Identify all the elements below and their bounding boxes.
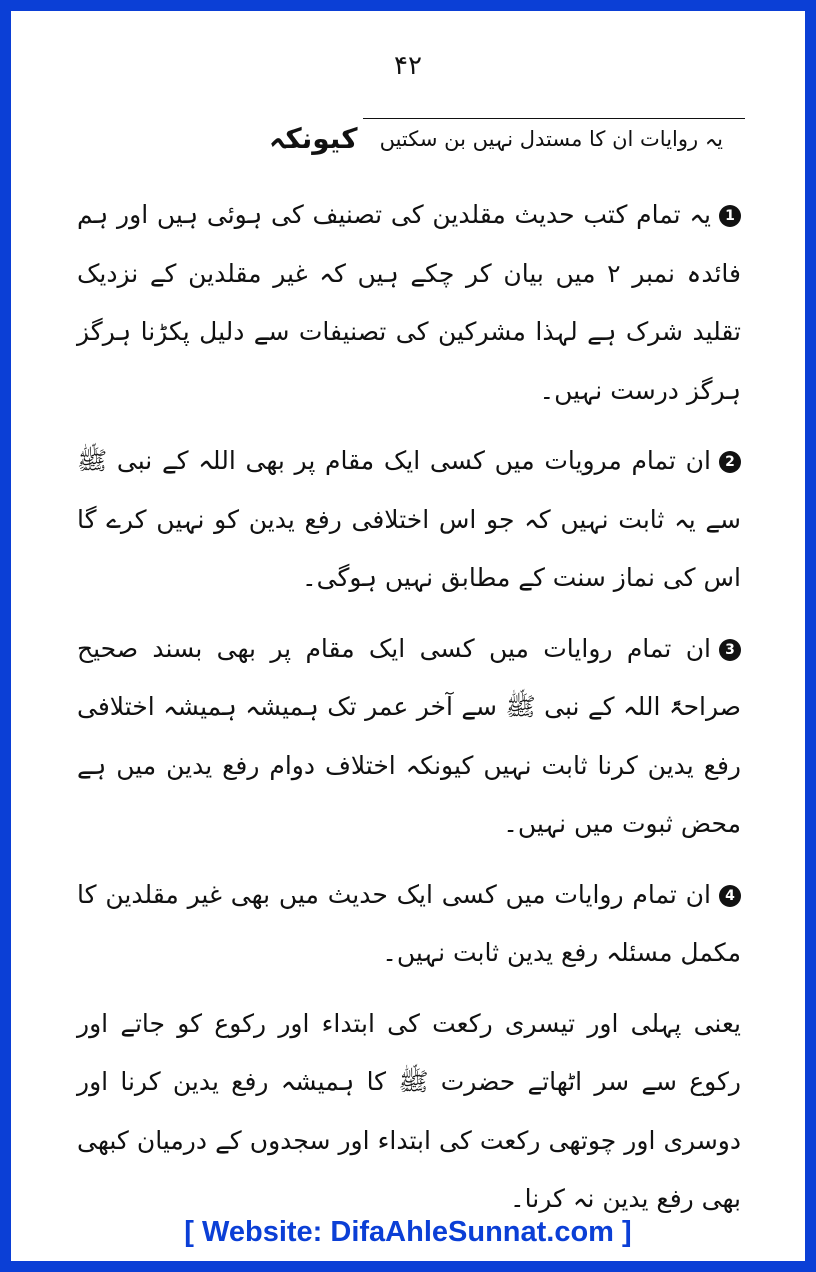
point-2-marker: 2 <box>719 451 741 473</box>
point-1-marker: 1 <box>719 205 741 227</box>
article-body <box>77 186 741 1229</box>
point-2 <box>77 432 741 608</box>
heading-emphasis: کیونکہ <box>269 122 358 155</box>
point-3-marker: 3 <box>719 639 741 661</box>
point-1 <box>77 186 741 420</box>
point-2-text: ان تمام مرویات میں کسی ایک مقام پر بھی اللہ کے نبی ﷺ سے یہ ثابت نہیں کہ جو اس اختلافی رفع یدین کو نہیں کرے گا اس کی نماز سنت کے مطابق نہیں ہوگی۔ <box>77 446 741 592</box>
page-number: ۴۲ <box>394 51 422 81</box>
point-4 <box>77 866 741 983</box>
point-4-text: ان تمام روایات میں کسی ایک حدیث میں بھی غیر مقلدین کا مکمل مسئلہ رفع یدین ثابت نہیں۔ <box>77 879 741 967</box>
heading-text: یہ روایات ان کا مستدل نہیں بن سکتیں <box>379 127 723 151</box>
closing-paragraph: یعنی پہلی اور تیسری رکعت کی ابتداء اور رکوع کو جاتے اور رکوع سے سر اٹھاتے حضرت ﷺ کا ہمیشہ رفع یدین کرنا اور دوسری اور چوتھی رکعت کی ابتداء اور سجدوں کے درمیان کبھی بھی رفع یدین نہ کرنا۔ <box>77 1008 741 1213</box>
point-4-marker: 4 <box>719 885 741 907</box>
heading-underline <box>363 118 745 119</box>
website-footer: [ Website: DifaAhleSunnat.com ] <box>184 1216 632 1248</box>
point-3-text: ان تمام روایات میں کسی ایک مقام پر بھی بسند صحیح صراحۃً اللہ کے نبی ﷺ سے آخر عمر تک ہمیشہ ہمیشہ اختلافی رفع یدین کرنا ثابت نہیں کیونکہ اختلاف دوام رفع یدین میں ہے محض ثبوت میں نہیں۔ <box>77 633 741 838</box>
point-3 <box>77 620 741 854</box>
section-heading <box>11 122 805 167</box>
point-1-text: یہ تمام کتب حدیث مقلدین کی تصنیف کی ہوئی ہیں اور ہم فائدہ نمبر ۲ میں بیان کر چکے ہیں کہ غیر مقلدین کے نزدیک تقلید شرک ہے لہذا مشرکین کی تصنیفات سے دلیل پکڑنا ہرگز ہرگز درست نہیں۔ <box>77 200 741 405</box>
